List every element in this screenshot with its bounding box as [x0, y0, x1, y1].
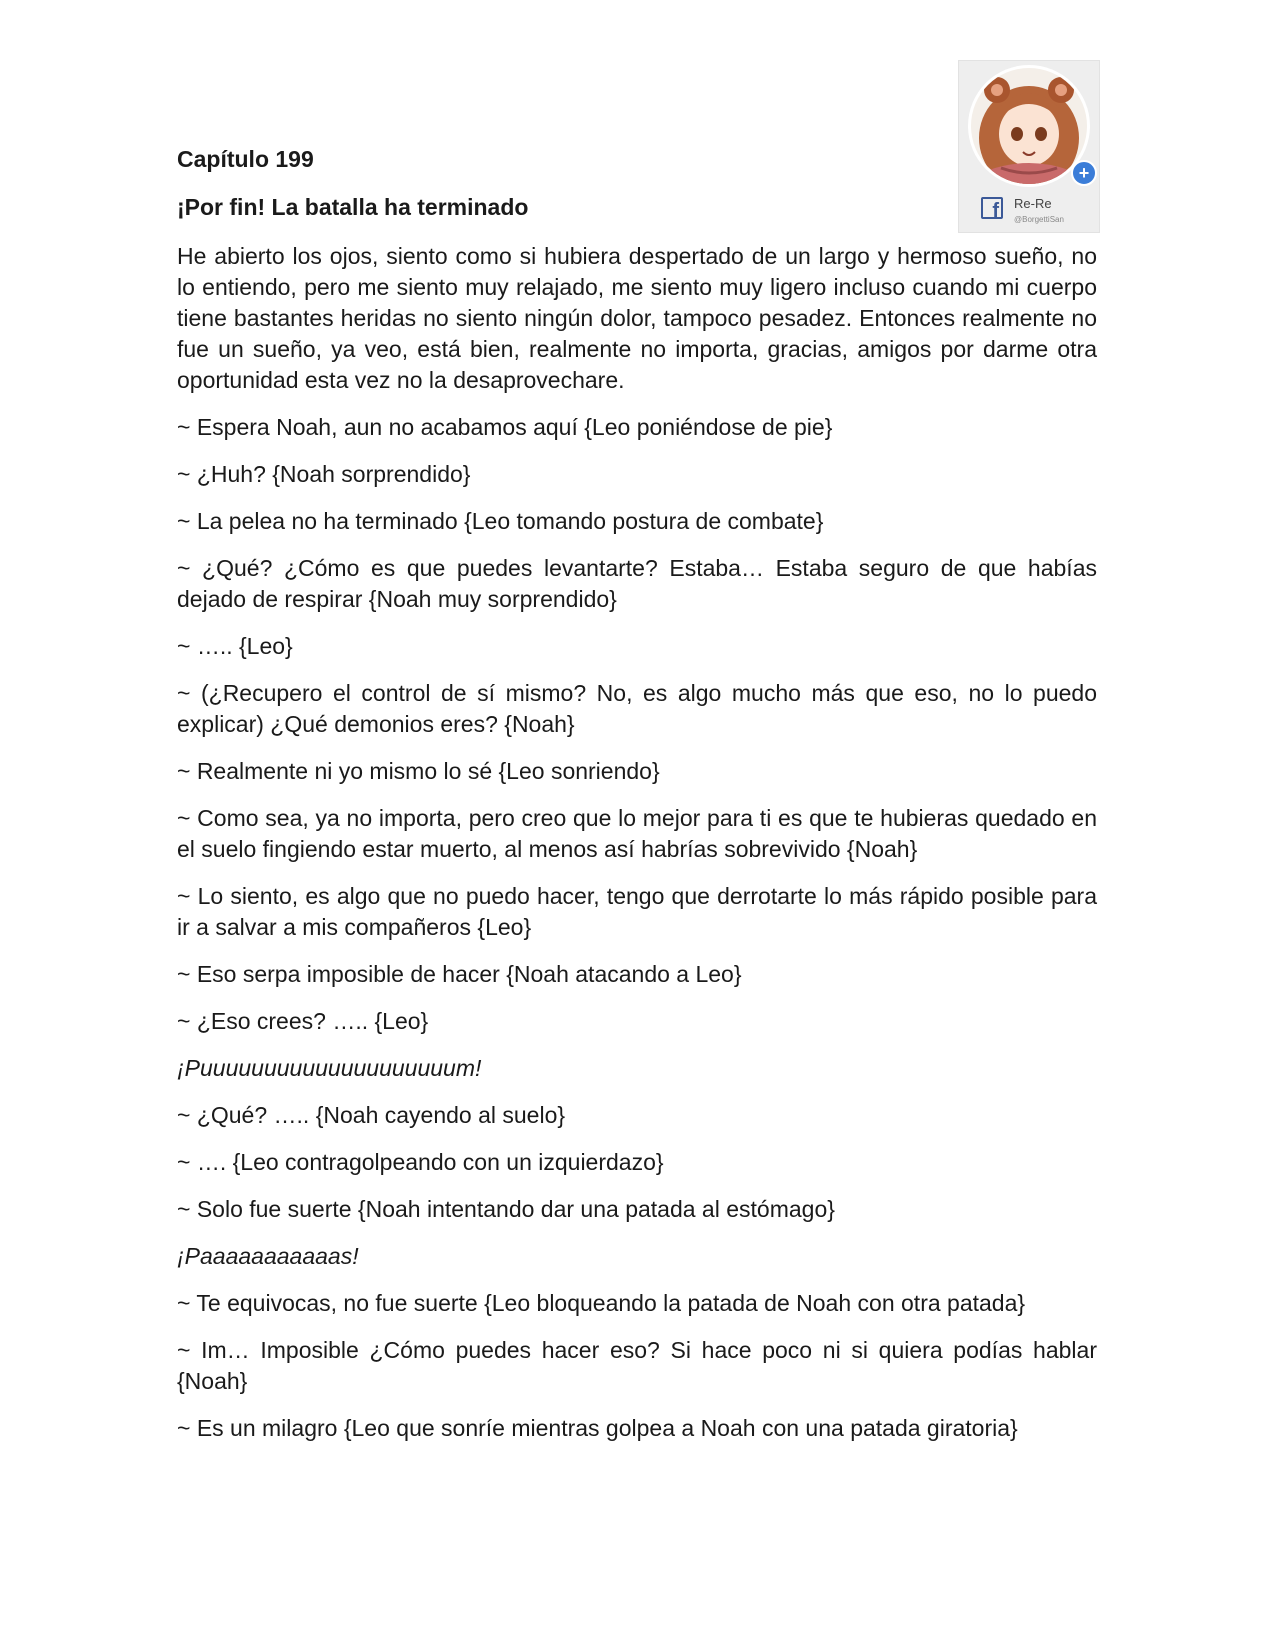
- facebook-icon: f: [981, 197, 1003, 219]
- document-body: [177, 145, 1097, 1460]
- dialogue-line: ~ Lo siento, es algo que no puedo hacer, tengo que derrotarte lo más rápido posible para ir a salvar a mis compañeros {Leo}: [177, 883, 1097, 940]
- dialogue-line: ~ Realmente ni yo mismo lo sé {Leo sonriendo}: [177, 758, 660, 784]
- chapter-title: Capítulo 199: [177, 146, 314, 172]
- sound-effect: ¡Puuuuuuuuuuuuuuuuuuuum!: [177, 1055, 482, 1081]
- dialogue-line: ~ Te equivocas, no fue suerte {Leo bloqueando la patada de Noah con otra patada}: [177, 1290, 1026, 1316]
- dialogue-line: ~ Im… Imposible ¿Cómo puedes hacer eso? Si hace poco ni si quiera podías hablar {Noah}: [177, 1337, 1097, 1394]
- sound-effect: ¡Paaaaaaaaaaas!: [177, 1243, 359, 1269]
- dialogue-line: ~ ¿Qué? ….. {Noah cayendo al suelo}: [177, 1102, 566, 1128]
- dialogue-line: ~ Espera Noah, aun no acabamos aquí {Leo poniéndose de pie}: [177, 414, 833, 440]
- author-name: Re-Re: [1014, 196, 1052, 211]
- dialogue-line: ~ ….. {Leo}: [177, 633, 293, 659]
- narration-paragraph: He abierto los ojos, siento como si hubiera despertado de un largo y hermoso sueño, no lo entiendo, pero me siento muy relajado, me siento muy ligero incluso cuando mi cuerpo tiene bastantes heridas no siento ningún dolor, tampoco pesadez. Entonces realmente no fue un sueño, ya veo, está bien, realmente no importa, gracias, amigos por darme otra oportunidad esta vez no la desaprovechare.: [177, 243, 1097, 393]
- chapter-subtitle: ¡Por fin! La batalla ha terminado: [177, 194, 529, 220]
- dialogue-line: ~ Eso serpa imposible de hacer {Noah atacando a Leo}: [177, 961, 742, 987]
- dialogue-line: ~ …. {Leo contragolpeando con un izquierdazo}: [177, 1149, 664, 1175]
- dialogue-line: ~ ¿Eso crees? ….. {Leo}: [177, 1008, 429, 1034]
- follow-plus-icon: +: [1071, 160, 1097, 186]
- dialogue-line: ~ Solo fue suerte {Noah intentando dar una patada al estómago}: [177, 1196, 835, 1222]
- dialogue-line: ~ Es un milagro {Leo que sonríe mientras golpea a Noah con una patada giratoria}: [177, 1415, 1018, 1441]
- dialogue-line: ~ ¿Qué? ¿Cómo es que puedes levantarte? Estaba… Estaba seguro de que habías dejado de respirar {Noah muy sorprendido}: [177, 555, 1097, 612]
- dialogue-line: ~ La pelea no ha terminado {Leo tomando postura de combate}: [177, 508, 824, 534]
- dialogue-line: ~ Como sea, ya no importa, pero creo que lo mejor para ti es que te hubieras quedado en el suelo fingiendo estar muerto, al menos así habrías sobrevivido {Noah}: [177, 805, 1097, 862]
- dialogue-line: ~ (¿Recupero el control de sí mismo? No, es algo mucho más que eso, no lo puedo explicar) ¿Qué demonios eres? {Noah}: [177, 680, 1097, 737]
- author-handle: @BorgettiSan: [1014, 215, 1064, 224]
- dialogue-line: ~ ¿Huh? {Noah sorprendido}: [177, 461, 471, 487]
